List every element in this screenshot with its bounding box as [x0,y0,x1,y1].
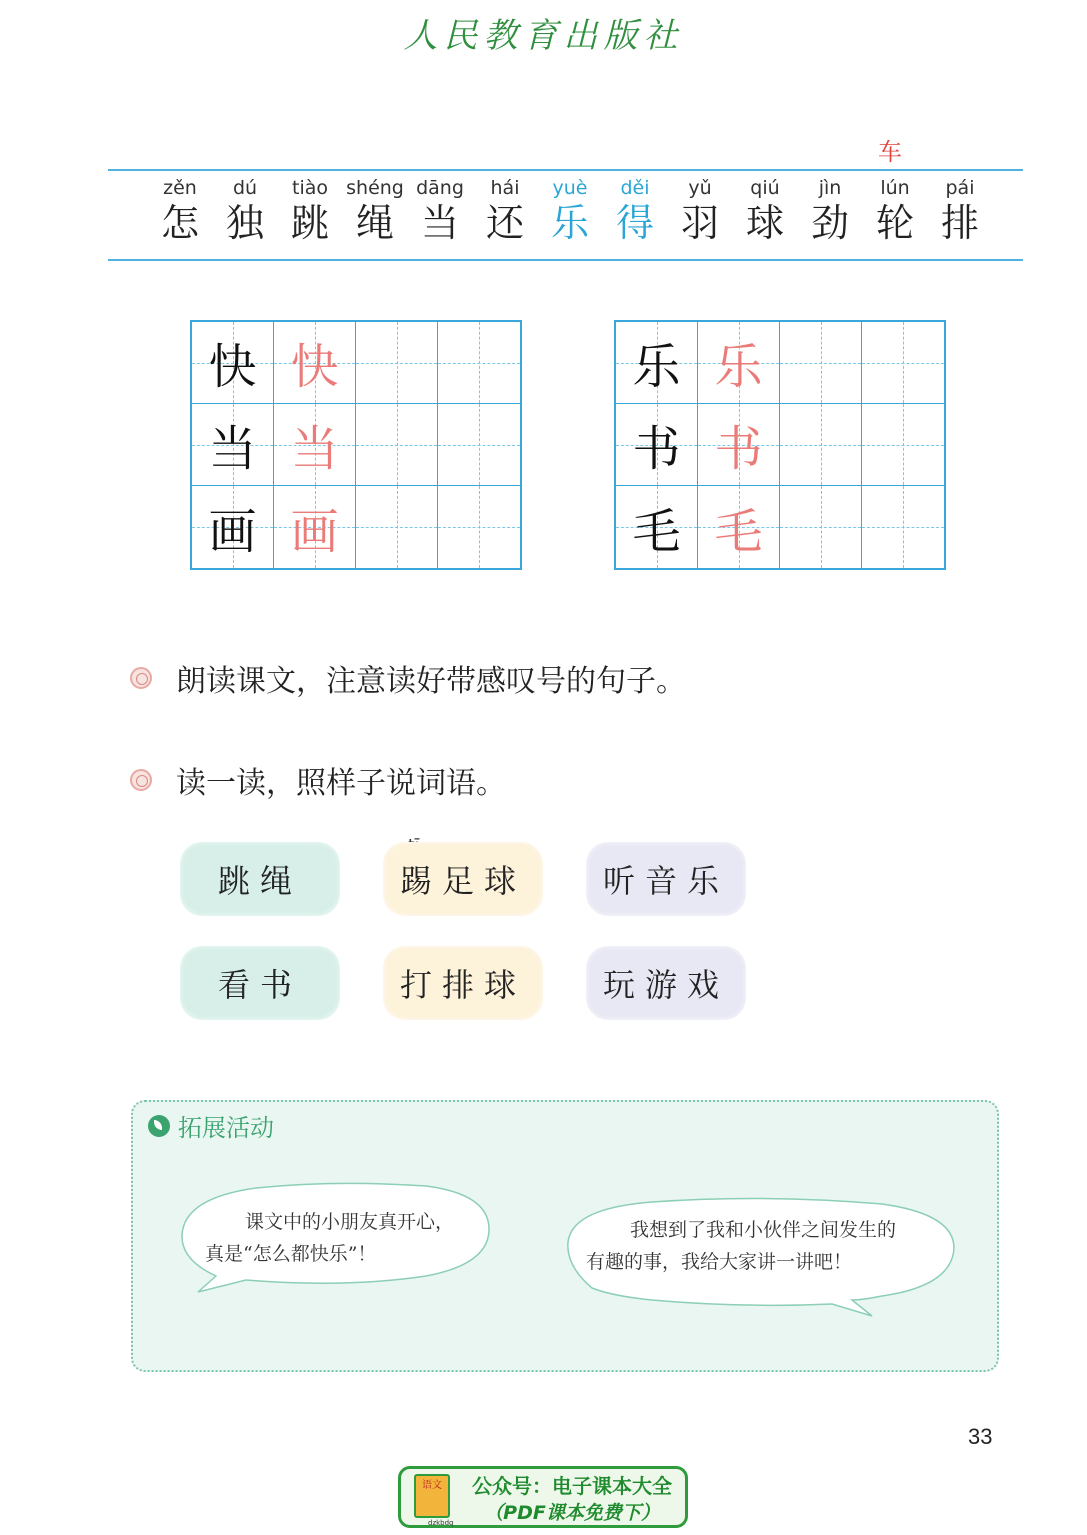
grid-cell-empty[interactable] [356,404,438,486]
leaf-icon [148,1115,170,1137]
exercise-2 [130,758,506,802]
activity-title: 拓展活动 [148,1108,274,1143]
grid-cell-empty[interactable] [438,486,520,568]
pinyin: qiú [750,177,780,199]
grid-cell: 快 [274,322,356,404]
hanzi: 羽 [680,201,719,245]
hanzi: 轮 [875,201,914,245]
shell-icon [130,667,152,689]
phrase-pill: 跳绳 [180,842,340,916]
character-list [150,176,990,246]
grid-cell: 乐 [698,322,780,404]
grid-cell: 当 [192,404,274,486]
phrase-pill: 看书 [180,946,340,1020]
exercise-1 [130,656,686,700]
exercise-text: 朗读课文，注意读好带感叹号的句子。 [176,664,686,699]
watermark-line1: 公众号：电子课本大全 [472,1474,672,1498]
phrase-pill: 踢足球 [383,842,543,916]
grid-cell-empty[interactable] [438,404,520,486]
pinyin: yǔ [688,177,712,199]
hanzi: 当 [420,201,459,245]
grid-cell: 当 [274,404,356,486]
writing-grid-right [614,320,946,570]
grid-cell-empty[interactable] [356,322,438,404]
phrase-pill: 听音乐 [586,842,746,916]
publisher-logo: 人民教育出版社 [403,16,684,56]
grid-cell-empty[interactable] [862,486,944,568]
char-item [280,176,340,246]
char-item [865,176,925,246]
bubble-left-text: 课文中的小朋友真开心， 真是“怎么都快乐”！ [205,1211,455,1265]
pinyin: hái [490,177,520,199]
pinyin: pái [945,177,975,199]
char-item [150,176,210,246]
hanzi: 还 [485,201,524,245]
hanzi: 跳 [290,201,329,245]
bottom-rule [108,259,1023,261]
pinyin: dú [232,177,258,199]
grid-cell-empty[interactable] [780,486,862,568]
grid-cell-empty[interactable] [862,404,944,486]
char-item [670,176,730,246]
pinyin: tiào [292,177,328,199]
hanzi: 怎 [160,201,199,245]
char-item [475,176,535,246]
writing-grid-left [190,320,522,570]
phrase-pill: 打排球 [383,946,543,1020]
pinyin: yuè [552,177,588,199]
exercise-text: 读一读，照样子说词语。 [176,766,506,801]
char-item [735,176,795,246]
grid-cell: 书 [698,404,780,486]
grid-cell: 毛 [616,486,698,568]
char-item-polyphone [540,176,600,246]
grid-cell-empty[interactable] [862,322,944,404]
phrase-pill: 玩游戏 [586,946,746,1020]
hanzi: 乐 [550,201,589,245]
page-number: 33 [968,1424,993,1449]
grid-cell: 书 [616,404,698,486]
hanzi: 独 [225,201,264,245]
hanzi: 得 [615,201,654,245]
shell-icon [130,769,152,791]
hanzi: 劲 [810,201,849,245]
grid-cell-empty[interactable] [438,322,520,404]
pinyin: shéng [346,177,404,199]
grid-cell-empty[interactable] [780,404,862,486]
pinyin: děi [620,177,650,199]
char-item [930,176,990,246]
pinyin: zěn [163,177,197,199]
hanzi: 排 [940,201,979,245]
grid-cell: 画 [274,486,356,568]
watermark-sub: dzkbdq [428,1519,454,1527]
grid-cell: 画 [192,486,274,568]
watermark-line2: （PDF课本免费下） [484,1502,660,1524]
grid-cell-empty[interactable] [780,322,862,404]
pinyin: dāng [416,177,464,199]
grid-cell: 乐 [616,322,698,404]
grid-cell: 快 [192,322,274,404]
book-icon: 语文 [414,1474,450,1518]
hanzi: 绳 [355,201,394,245]
grid-cell: 毛 [698,486,780,568]
radical-hint: 车 [878,138,902,166]
char-item [345,176,405,246]
char-item [410,176,470,246]
hanzi: 球 [745,201,784,245]
grid-cell-empty[interactable] [356,486,438,568]
pinyin: lún [880,177,910,199]
top-rule [108,169,1023,171]
char-item [215,176,275,246]
pinyin: jìn [818,177,842,199]
char-item-polyphone [605,176,665,246]
bubble-right-text: 我想到了我和小伙伴之间发生的 有趣的事，我给大家讲一讲吧！ [586,1219,897,1273]
char-item [800,176,860,246]
